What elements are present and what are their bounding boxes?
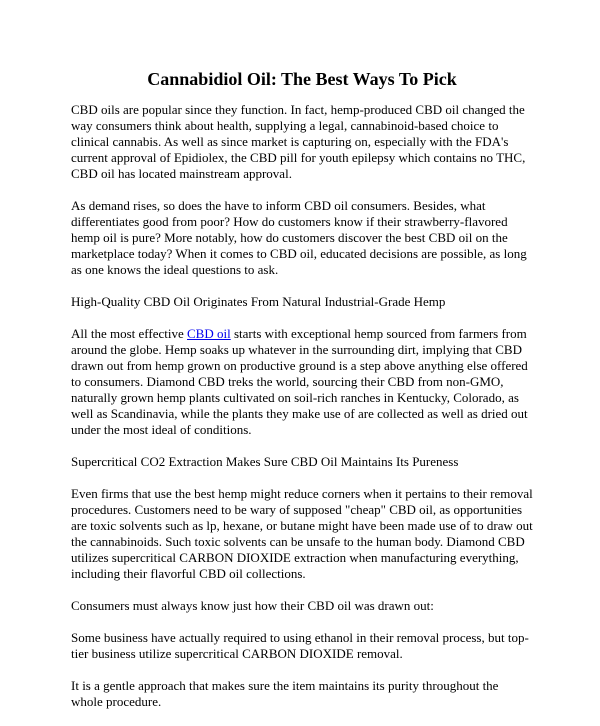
paragraph-gentle: It is a gentle approach that makes sure the item maintains its purity throughout the whole procedure.	[71, 678, 499, 709]
paragraph-hemp-text-end: starts with exceptional hemp sourced from farmers from around the globe. Hemp soaks up whatever in the surrounding dirt, implying that CBD drawn out from hemp grown on productive ground is a step above anything else offered to consumers. Diamond CBD treks the world, sourcing their CBD from non-GMO, naturally grown hemp plants cultivated on soil-rich ranches in Kentucky, Colorado, as well as Scandinavia, while the plants they make use of are collected as well as dried out under the most ideal of conditions.	[71, 326, 528, 437]
paragraph-hemp	[71, 326, 533, 438]
paragraph-intro: CBD oils are popular since they function. In fact, hemp-produced CBD oil changed the way consumers think about health, supplying a legal, cannabinoid-based choice to clinical cannabis. As well as since market is capturing on, especially with the FDA's current approval of Epidiolex, the CBD pill for youth epilepsy which contains no THC, CBD oil has located mainstream approval.	[71, 102, 526, 181]
section-heading-extraction: Supercritical CO2 Extraction Makes Sure CBD Oil Maintains Its Pureness	[71, 454, 459, 469]
paragraph-demand: As demand rises, so does the have to inform CBD oil consumers. Besides, what differentiates good from poor? How do customers know if their strawberry-flavored hemp oil is pure? More notably, how do customers discover the best CBD oil on the marketplace today? When it comes to CBD oil, educated decisions are possible, as long as one knows the ideal questions to ask.	[71, 198, 527, 277]
paragraph-consumers: Consumers must always know just how their CBD oil was drawn out:	[71, 598, 434, 613]
paragraph-hemp-text-start: All the most effective	[71, 326, 188, 341]
paragraph-ethanol: Some business have actually required to using ethanol in their removal process, but top-tier business utilize supercritical CARBON DIOXIDE removal.	[71, 630, 529, 661]
document-title: Cannabidiol Oil: The Best Ways To Pick	[147, 69, 457, 89]
paragraph-extraction: Even firms that use the best hemp might reduce corners when it pertains to their removal procedures. Customers need to be wary of supposed "cheap" CBD oil, as opportunities are toxic solvents such as lp, hexane, or butane might have been made use of to draw out the cannabinoids. Such toxic solvents can be unsafe to the human body. Diamond CBD utilizes supercritical CARBON DIOXIDE extraction when manufacturing everything, including their flavorful CBD oil collections.	[71, 486, 533, 581]
cbd-oil-link[interactable]: CBD oil	[187, 326, 231, 341]
document-page	[71, 68, 533, 726]
section-heading-hemp: High-Quality CBD Oil Originates From Natural Industrial-Grade Hemp	[71, 294, 446, 309]
